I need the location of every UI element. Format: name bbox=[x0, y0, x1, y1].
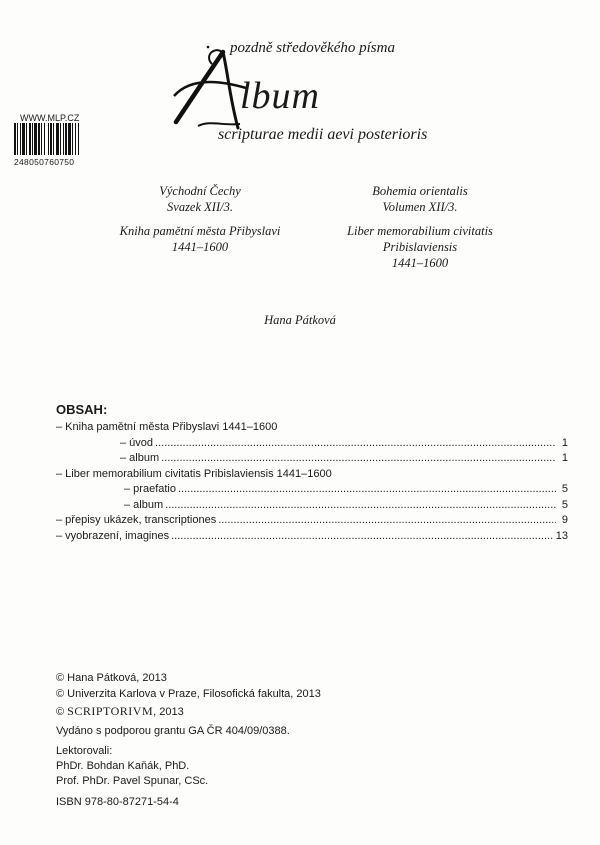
czech-book-title: Kniha pamětní města Přibyslavi bbox=[119, 224, 281, 238]
masthead-tagline-top: pozdně středověkého písma bbox=[230, 40, 395, 56]
toc-entry bbox=[56, 436, 568, 452]
toc-entry bbox=[56, 513, 568, 529]
toc-leader-dots bbox=[155, 436, 556, 452]
masthead-tagline-bottom: scripturae medii aevi posterioris bbox=[218, 126, 428, 143]
toc-entry-label: – vyobrazení, imagines bbox=[56, 529, 170, 542]
latin-volume: Volumen XII/3. bbox=[382, 200, 458, 214]
author-name: Hana Pátková bbox=[264, 313, 336, 327]
toc-entry-label: – praefatio bbox=[124, 483, 176, 495]
copyright-symbol: © bbox=[56, 706, 65, 718]
album-initial-a-logo bbox=[168, 44, 250, 136]
toc-entry-label: – úvod bbox=[120, 436, 154, 449]
copyright-university: © Univerzita Karlova v Praze, Filosofická fakulta, 2013 bbox=[56, 688, 321, 700]
toc-entry-page: 9 bbox=[561, 514, 568, 526]
latin-title-block bbox=[310, 183, 530, 271]
toc-leader-dots bbox=[218, 513, 556, 529]
barcode-url: WWW.MLP.CZ bbox=[20, 113, 80, 123]
toc-entry-label: – album bbox=[124, 498, 164, 511]
toc-entry bbox=[56, 467, 568, 483]
latin-years: 1441–1600 bbox=[391, 256, 449, 270]
barcode-bars bbox=[14, 123, 96, 155]
scriptorium-logo: SCRIPTORIVM bbox=[67, 704, 154, 718]
toc-heading: OBSAH: bbox=[56, 402, 108, 417]
reviewer-2: Prof. PhDr. Pavel Spunar, CSc. bbox=[56, 775, 209, 787]
czech-title-block bbox=[100, 183, 300, 255]
toc-entry bbox=[56, 482, 568, 498]
toc-entry bbox=[56, 529, 568, 545]
masthead-title: lbum bbox=[240, 75, 320, 117]
czech-years: 1441–1600 bbox=[171, 240, 229, 254]
toc-entry-label: – Kniha pamětní města Přibyslavi 1441–1600 bbox=[56, 421, 278, 433]
toc-leader-dots bbox=[171, 529, 554, 545]
toc-entry-page: 5 bbox=[561, 483, 568, 495]
publisher-year: , 2013 bbox=[153, 706, 184, 718]
latin-book-title: Liber memorabilium civitatis Pribislaviensis bbox=[347, 224, 493, 254]
toc-entry-page: 1 bbox=[561, 436, 568, 449]
toc-entry-page: 5 bbox=[561, 498, 568, 511]
toc-entry-page: 13 bbox=[555, 529, 568, 542]
toc-leader-dots bbox=[161, 451, 556, 467]
toc-entry-label: – Liber memorabilium civitatis Pribislaviensis 1441–1600 bbox=[56, 467, 332, 480]
toc-entry bbox=[56, 420, 568, 436]
grant-note: Vydáno s podporou grantu GA ČR 404/09/0388. bbox=[56, 725, 290, 737]
copyright-author: © Hana Pátková, 2013 bbox=[56, 672, 167, 684]
reviewers-label: Lektorovali: bbox=[56, 745, 113, 757]
barcode-number: 248050760750 bbox=[14, 157, 75, 167]
toc-entry-page: 1 bbox=[561, 452, 568, 464]
toc-entry bbox=[56, 498, 568, 514]
toc-leader-dots bbox=[165, 498, 556, 514]
latin-region: Bohemia orientalis bbox=[372, 184, 468, 198]
isbn: ISBN 978-80-87271-54-4 bbox=[56, 796, 179, 808]
table-of-contents bbox=[56, 420, 568, 544]
toc-entry-label: – přepisy ukázek, transcriptiones bbox=[56, 514, 217, 526]
czech-region: Východní Čechy bbox=[159, 184, 241, 198]
reviewer-1: PhDr. Bohdan Kaňák, PhD. bbox=[56, 760, 190, 772]
czech-volume: Svazek XII/3. bbox=[167, 200, 233, 214]
toc-leader-dots bbox=[178, 482, 556, 498]
copyright-publisher bbox=[56, 704, 184, 719]
toc-entry-label: – album bbox=[120, 452, 160, 464]
toc-entry bbox=[56, 451, 568, 467]
